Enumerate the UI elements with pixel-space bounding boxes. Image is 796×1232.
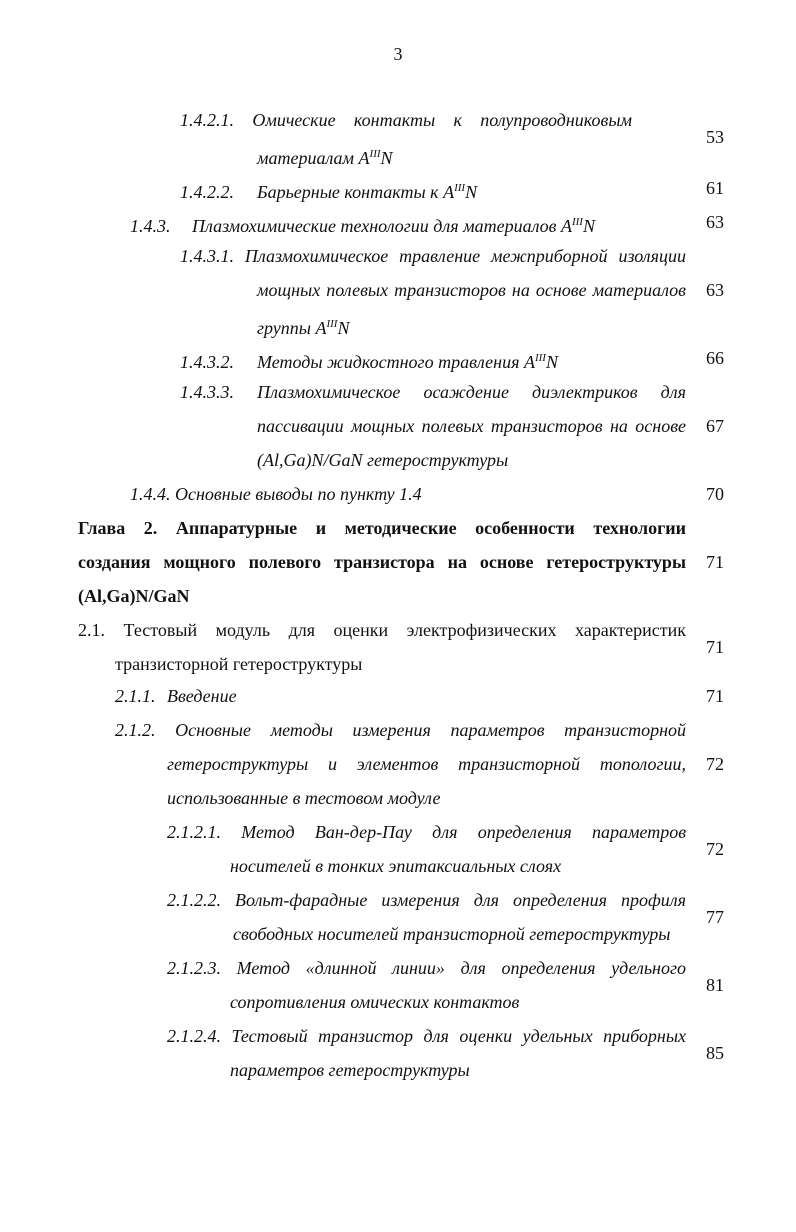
toc-entry-title-cont: свободных носителей транзисторной гетероструктуры [233,924,671,944]
toc-entry-title-end: N [380,148,393,168]
toc-chapter-title: Глава 2. Аппаратурные и методические особенности технологии [78,518,686,538]
toc-entry-number: 2.1.2.4. [167,1026,221,1046]
toc-entry-number: 1.4.4. [130,484,171,504]
toc-page-number: 66 [706,348,724,368]
toc-entry-title-cont: транзисторной гетероструктуры [115,654,363,674]
toc-page-number: 70 [706,484,724,504]
toc-entry-title: Плазмохимическое осаждение диэлектриков для [257,382,687,402]
toc-entry-title: Метод Ван-дер-Пау для определения параметров [241,822,687,842]
toc-page-number: 72 [706,754,724,774]
toc-entry-title-end: N [337,318,350,338]
toc-page-number: 63 [706,280,724,300]
toc-entry-number: 1.4.3.1. [180,246,234,266]
superscript: III [454,182,466,194]
toc-entry-title: Метод «длинной линии» для определения удельного [236,958,686,978]
toc-entry-title-cont: гетероструктуры и элементов транзисторной топологии, [167,754,686,774]
toc-entry-title-cont: параметров гетероструктуры [230,1060,470,1080]
toc-entry-title: Введение [167,686,237,706]
superscript: III [369,148,381,160]
superscript: III [534,352,546,364]
toc-entry-title: Плазмохимические технологии для материалов A [192,216,572,236]
toc-entry-number: 2.1.1. [115,686,156,706]
toc-entry-number: 1.4.2.2. [180,182,234,202]
toc-entry-number: 1.4.3.2. [180,352,234,372]
toc-entry-number: 2.1. [78,620,105,640]
toc-entry-number: 1.4.3. [130,216,171,236]
toc-chapter-title-cont: (Al,Ga)N/GaN [78,586,190,606]
toc-entry-title-cont: пассивации мощных полевых транзисторов на основе [257,416,686,436]
toc-entry-title: Барьерные контакты к A [257,182,455,202]
toc-entry-number: 1.4.3.3. [180,382,234,402]
toc-entry-title: Основные выводы по пункту 1.4 [175,484,422,504]
toc-entry-title-cont: использованные в тестовом модуле [167,788,441,808]
toc-entry-title-cont: группы A [257,318,327,338]
toc-page-number: 53 [706,127,724,147]
toc-entry-title: Тестовый транзистор для оценки удельных приборных [231,1026,687,1046]
toc-page-number: 85 [706,1043,724,1063]
toc-entry-number: 2.1.2.2. [167,890,221,910]
toc-page-number: 81 [706,975,724,995]
toc-entry-title-end: N [465,182,478,202]
toc-entry-number: 2.1.2.3. [167,958,221,978]
toc-page-number: 77 [706,907,724,927]
toc-entry-title: Методы жидкостного травления A [257,352,535,372]
toc-chapter-title-cont: создания мощного полевого транзистора на основе гетероструктуры [78,552,686,572]
superscript: III [571,216,583,228]
toc-entry-title: Омические контакты к полупроводниковым [252,110,633,130]
toc-entry-title-cont: материалам A [257,148,370,168]
toc-entry-title-end: N [582,216,595,236]
page-number: 3 [393,44,403,64]
toc-entry-title: Тестовый модуль для оценки электрофизических характеристик [123,620,686,640]
toc-entry-number: 2.1.2.1. [167,822,221,842]
toc-page-number: 71 [706,686,724,706]
toc-entry-title: Вольт-фарадные измерения для определения профиля [235,890,687,910]
toc-page-number: 67 [706,416,724,436]
toc-entry-number: 2.1.2. [115,720,156,740]
toc-page-number: 72 [706,839,724,859]
toc-entry-number: 1.4.2.1. [180,110,234,130]
toc-page-number: 63 [706,212,724,232]
toc-entry-title: Основные методы измерения параметров транзисторной [175,720,686,740]
toc-entry-title-cont: сопротивления омических контактов [230,992,520,1012]
toc-entry-title-cont: (Al,Ga)N/GaN гетероструктуры [257,450,509,470]
toc-entry-title-end: N [545,352,558,372]
toc-page-number: 71 [706,637,724,657]
superscript: III [326,318,338,330]
toc-page-number: 61 [706,178,724,198]
toc-page-number: 71 [706,552,724,572]
toc-entry-title-cont: носителей в тонких эпитаксиальных слоях [230,856,562,876]
toc-entry-title: Плазмохимическое травление межприборной изоляции [244,246,686,266]
toc-entry-title-cont: мощных полевых транзисторов на основе материалов [257,280,686,300]
